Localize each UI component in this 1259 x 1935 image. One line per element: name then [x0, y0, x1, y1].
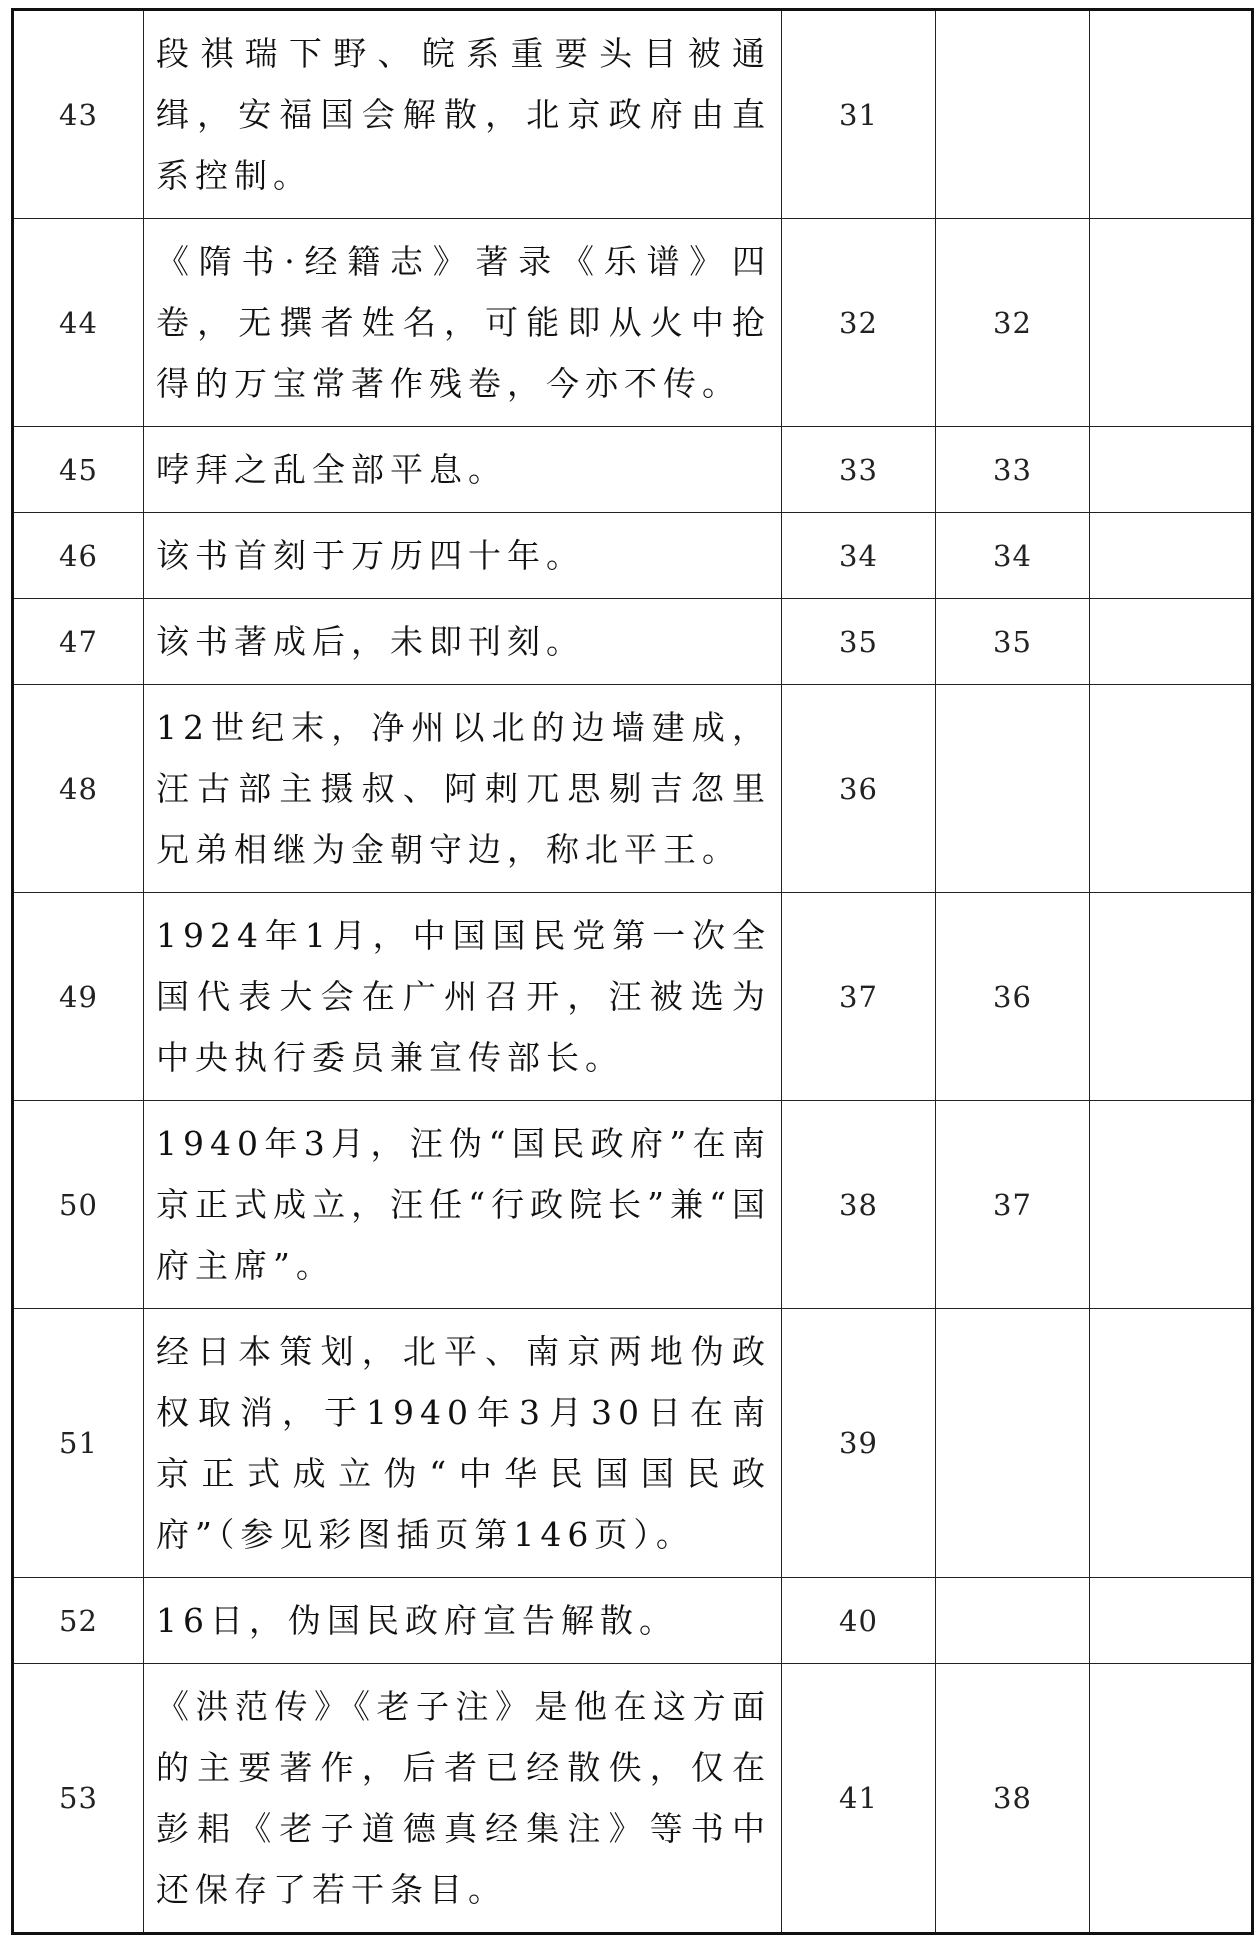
table-row — [13, 1101, 1253, 1309]
row-text: 16日，伪国民政府宣告解散。 — [144, 1578, 782, 1664]
table-row — [13, 599, 1253, 685]
table-row — [13, 219, 1253, 427]
col-c-value — [1090, 1578, 1253, 1664]
col-a-value: 35 — [782, 599, 936, 685]
row-number: 53 — [13, 1664, 144, 1934]
row-number: 43 — [13, 10, 144, 219]
row-number: 46 — [13, 513, 144, 599]
col-a-value: 33 — [782, 427, 936, 513]
row-text: 《隋书·经籍志》著录《乐谱》四卷，无撰者姓名，可能即从火中抢得的万宝常著作残卷，今亦不传。 — [144, 219, 782, 427]
col-a-value: 36 — [782, 685, 936, 893]
row-text: 12世纪末，净州以北的边墙建成，汪古部主摄叔、阿剌兀思剔吉忽里兄弟相继为金朝守边，称北平王。 — [144, 685, 782, 893]
row-number: 44 — [13, 219, 144, 427]
col-a-value: 40 — [782, 1578, 936, 1664]
col-c-value — [1090, 1309, 1253, 1578]
table-row — [13, 427, 1253, 513]
col-c-value — [1090, 685, 1253, 893]
col-b-value: 35 — [936, 599, 1090, 685]
row-text: 该书著成后，未即刊刻。 — [144, 599, 782, 685]
table-row — [13, 10, 1253, 219]
row-text: 哱拜之乱全部平息。 — [144, 427, 782, 513]
col-c-value — [1090, 219, 1253, 427]
row-text: 《洪范传》《老子注》是他在这方面的主要著作，后者已经散佚，仅在彭耜《老子道德真经集注》等书中还保存了若干条目。 — [144, 1664, 782, 1934]
row-number: 45 — [13, 427, 144, 513]
table-row — [13, 1664, 1253, 1934]
col-c-value — [1090, 427, 1253, 513]
col-c-value — [1090, 599, 1253, 685]
col-c-value — [1090, 513, 1253, 599]
row-number: 51 — [13, 1309, 144, 1578]
row-text: 1940年3月，汪伪“国民政府”在南京正式成立，汪任“行政院长”兼“国府主席”。 — [144, 1101, 782, 1309]
row-text: 经日本策划，北平、南京两地伪政权取消，于1940年3月30日在南京正式成立伪“中华民国国民政府”（参见彩图插页第146页）。 — [144, 1309, 782, 1578]
col-c-value — [1090, 10, 1253, 219]
table-row — [13, 513, 1253, 599]
col-a-value: 39 — [782, 1309, 936, 1578]
col-b-value — [936, 1309, 1090, 1578]
row-number: 52 — [13, 1578, 144, 1664]
row-number: 48 — [13, 685, 144, 893]
col-b-value — [936, 10, 1090, 219]
col-b-value — [936, 685, 1090, 893]
col-b-value: 32 — [936, 219, 1090, 427]
col-a-value: 38 — [782, 1101, 936, 1309]
reference-table — [11, 8, 1254, 1935]
table-row — [13, 1578, 1253, 1664]
col-b-value: 33 — [936, 427, 1090, 513]
table-row — [13, 1309, 1253, 1578]
row-number: 49 — [13, 893, 144, 1101]
col-c-value — [1090, 1664, 1253, 1934]
row-number: 47 — [13, 599, 144, 685]
table-row — [13, 893, 1253, 1101]
col-b-value: 36 — [936, 893, 1090, 1101]
col-b-value: 37 — [936, 1101, 1090, 1309]
col-a-value: 34 — [782, 513, 936, 599]
row-text: 段祺瑞下野、皖系重要头目被通缉，安福国会解散，北京政府由直系控制。 — [144, 10, 782, 219]
row-number: 50 — [13, 1101, 144, 1309]
col-a-value: 31 — [782, 10, 936, 219]
col-b-value: 34 — [936, 513, 1090, 599]
table-row — [13, 685, 1253, 893]
row-text: 1924年1月，中国国民党第一次全国代表大会在广州召开，汪被选为中央执行委员兼宣传部长。 — [144, 893, 782, 1101]
col-a-value: 37 — [782, 893, 936, 1101]
col-b-value — [936, 1578, 1090, 1664]
col-c-value — [1090, 1101, 1253, 1309]
row-text: 该书首刻于万历四十年。 — [144, 513, 782, 599]
col-c-value — [1090, 893, 1253, 1101]
col-a-value: 41 — [782, 1664, 936, 1934]
col-b-value: 38 — [936, 1664, 1090, 1934]
col-a-value: 32 — [782, 219, 936, 427]
